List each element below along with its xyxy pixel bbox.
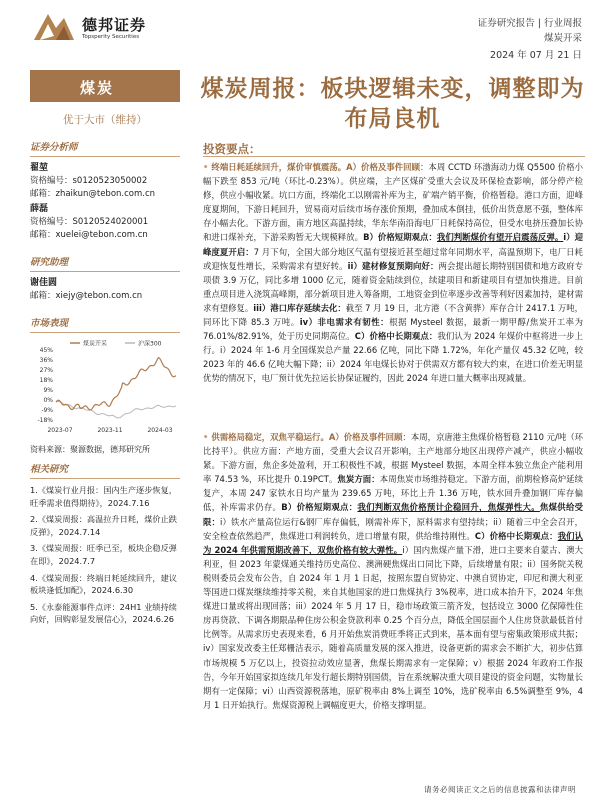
related-report[interactable]: 3.《煤炭周报：旺季已至，板块企稳反弹在即》，2024.7.7 <box>30 543 177 566</box>
key-points-heading: 投资要点： <box>203 142 261 156</box>
divider <box>203 156 585 157</box>
thermal-coal-section: • 终端日耗延续回升，煤价审慎震荡。A）价格及事件回顾：本周 CCTD 环渤海动力煤 Q5500 价格小幅下跌至 853 元/吨（环比-0.23%）。供应端，主产区煤矿受重大会议及环保检查影响，部分停产检修，供应小幅收紧。坑口方面，终端化工以刚需补库为主，矿端产销平衡，价格暂稳。港口方面，迎峰度夏期间，下游日耗回升，贸易商对后续市场存涨价预期，叠加成本倒挂，低价出货意愿不强，整体库存小幅去化。下游方面，南方地区高温持续，华东华南沿海电厂日耗保持高位，但受水电挤压叠加长协和进口煤补充，下游采购暂无大规模释放。B）价格短期观点：我们判断煤价有望开启震荡反弹。i）迎峰度夏开启：7 月下旬，全国大部分地区气温有望接近甚至超过常年同期水平，高温预期下，电厂日耗或迎恢复性增长，采购需求有望好转。ii）建材修复预期向好：两会提出超长期特别国债和地方政府专项债 3.9 万亿，同比多增 1000 亿元，随着资金陆续到位，续建项目和新建项目有望加快推进。目前重点项目进入浇筑高峰期，部分新项目进入筹备期，工地资金到位率逐步改善等利好因素加持，建材需求有望修复。iii）港口库存延续去化：截至 7 月 19 日，北方港（不含黄骅）库存合计 2417.1 万吨，同环比下降 85.3 万吨。iv）非电需求有韧性：根据 Mysteel 数据，最新一期甲醇/焦炭开工率为 76.01%/82.91%，处于历史同期高位。C）价格中长期观点：我们认为 2024 年煤价中枢将进一步上行。i）2024 年 1-6 月全国煤炭总产量 22.66 亿吨，同比下降 1.72%，年化产量仅 45.32 亿吨，较 2023 年的 46.6 亿吨大幅下降；ii）2024 年电煤长协对于供需双方都有较大约束，在进口价差无明显优势的情况下，电厂预计优先拉运长协保证履约，因此 2024 年进口量大概率出现减量。 <box>203 162 584 384</box>
legal-footer: 请务必阅读正文之后的信息披露和法律声明 <box>424 785 576 794</box>
company-name-en: Topsperity Securities <box>82 34 140 40</box>
report-type: 证券研究报告 | 行业周报 <box>477 18 582 29</box>
analyst-cert: 资格编号：S0120524020001 <box>30 217 149 227</box>
market-title: 市场表现 <box>30 315 180 333</box>
company-name-cn: 德邦证券 <box>82 16 147 34</box>
analysts-title: 证券分析师 <box>30 139 180 157</box>
y-tick-label: -9% <box>41 406 53 414</box>
analyst-email[interactable]: 邮箱：xuelei@tebon.com.cn <box>30 230 148 240</box>
left-sidebar <box>30 70 180 626</box>
bullet-icon: • <box>203 432 209 442</box>
tebon-logo-icon <box>30 10 78 46</box>
market-chart-svg <box>30 338 180 440</box>
analyst-cert: 资格编号：s0120523050002 <box>30 176 148 186</box>
assistant-title: 研究助理 <box>30 254 180 272</box>
assistant-name: 谢佳圆 <box>30 278 58 288</box>
market-chart <box>30 338 180 440</box>
chart-source: 资料来源：聚源数据，德邦研究所 <box>30 445 150 454</box>
report-meta <box>478 16 582 63</box>
related-report[interactable]: 1.《煤炭行业月报：国内生产逐步恢复，旺季需求值得期待》，2024.7.16 <box>30 485 177 508</box>
bullet-icon: • <box>203 162 209 172</box>
coking-coal-section: • 供需格局稳定，双焦平稳运行。A）价格及事件回顾：本周，京唐港主焦煤价格暂稳 2110 元/吨（环比持平）。供应方面：产地方面，受重大会议召开影响，主产地部分地区出现停产减产，供应小幅收紧。下游方面，焦企多处盈利，开工积极性不减，根据 Mysteel 数据，本周全样本独立焦企产能利用率 74.53 %，环比提升 0.19PCT。焦炭方面：本周焦炭市场维持稳定。下游方面，前期检修高炉延续复产，本周 247 家铁水日均产量为 239.65 万吨，环比上升 1.36 万吨，铁水回升叠加钢厂库存偏低，补库需求仍存。B）价格短期观点：我们判断双焦价格预计企稳回升，焦煤弹性大。焦煤供给受限：i）铁水产量高位运行&钢厂库存偏低，刚需补库下，原料需求有望持续；ii）随着三中全会召开，安全检查依然趋严，焦煤进口利润转负，进口增量有限，供给维持刚性。C）价格中长期观点：我们认为 2024 年供需预期改善下，双焦价格有较大弹性。i）国内焦煤产量下滑，进口主要来自蒙古、澳大利亚，但 2023 年蒙煤通关维持历史高位、澳洲硬焦煤出口同比下降，后续增量有限；ii）国务院关税税则委员会发布公告，自 2024 年 1 月 1 日起，按照东盟自贸协定、中澳自贸协定，印尼和澳大利亚等国进口煤炭继续维持零关税，来自其他国家的进口焦煤执行 3%税率，进口成本抬升下，2024 年焦煤进口量或将出现回落；iii）2024 年 5 月 17 日，稳市场政策三箭齐发，包括设立 3000 亿保障性住房再贷款、下调各期限品种住房公积金贷款利率 0.25 个百分点，降低全国层面个人住房贷款最低首付比例等。从需求历史表现来看，6 月开始焦炭消费旺季将正式到来，基本面有望与密集政策形成共振；iv）国家发改委主任郑栅洁表示，随着高质量发展的深入推进，设备更新的需求会不断扩大，初步估算市场规模 5 万亿以上，投资拉动效应显著，焦煤长期需求有一定保障；v）根据 2024 年政府工作报告，今年开始国家拟连续几年发行超长期特别国债，旨在系统解决重大项目建设的资金问题，实物量长期有一定保障；vi）山西资源税落地，原矿税率由 8%上调至 10%，选矿税率由 6.5%调整至 9%，4 月 1 日开始执行。焦煤资源税上调幅度更大，价格支撑明显。 <box>203 432 584 710</box>
x-tick-label: 2023-07 <box>47 427 73 434</box>
research-assistant <box>30 277 180 303</box>
y-tick-label: 9% <box>43 386 53 394</box>
rating-label: 优于大市（维持） <box>63 114 147 126</box>
industry-label: 煤炭开采 <box>543 33 582 44</box>
analyst-email[interactable]: 邮箱：zhaikun@tebon.com.cn <box>30 189 156 199</box>
y-tick-label: 18% <box>39 376 53 384</box>
analyst-name: 薛磊 <box>30 204 49 214</box>
assistant-email[interactable]: 邮箱：xiejy@tebon.com.cn <box>30 291 143 301</box>
y-tick-label: 0% <box>43 396 53 404</box>
related-report[interactable]: 5.《永泰能源事件点评：24H1 业绩持续向好，回购彰显发展信心》，2024.6.26 <box>30 601 177 625</box>
section-lead: 供需格局稳定，双焦平稳运行。A）价格及事件回顾： <box>211 432 411 442</box>
related-report[interactable]: 4.《煤炭周报：终端日耗延续回升，建议板块逢低加配》，2024.6.30 <box>30 572 177 596</box>
section-lead: 终端日耗延续回升，煤价审慎震荡。A）价格及事件回顾： <box>211 162 429 172</box>
y-tick-label: -18% <box>37 416 53 424</box>
report-date: 2024 年 07 月 21 日 <box>490 50 582 61</box>
x-tick-label: 2024-03 <box>147 427 173 434</box>
legend-label: 煤炭开采 <box>83 340 108 348</box>
y-tick-label: 27% <box>39 366 53 374</box>
report-title: 煤炭周报：板块逻辑未变，调整即为布局良机 <box>200 76 585 132</box>
sector-badge: 煤炭 <box>30 70 180 102</box>
series-line-hs300 <box>56 401 176 418</box>
y-tick-label: 36% <box>39 356 53 364</box>
related-report[interactable]: 2.《煤炭周报：高温拉升日耗，煤价止跌反弹》，2024.7.14 <box>30 514 177 537</box>
y-tick-label: 45% <box>39 347 53 354</box>
company-logo <box>30 10 170 50</box>
analyst-name: 翟堃 <box>30 163 49 173</box>
analyst-2 <box>30 203 180 242</box>
analyst-1 <box>30 162 180 201</box>
series-line-coal <box>56 358 176 410</box>
x-tick-label: 2023-11 <box>97 427 123 434</box>
legend-label: 沪深300 <box>138 340 162 348</box>
related-title: 相关研究 <box>30 461 180 479</box>
